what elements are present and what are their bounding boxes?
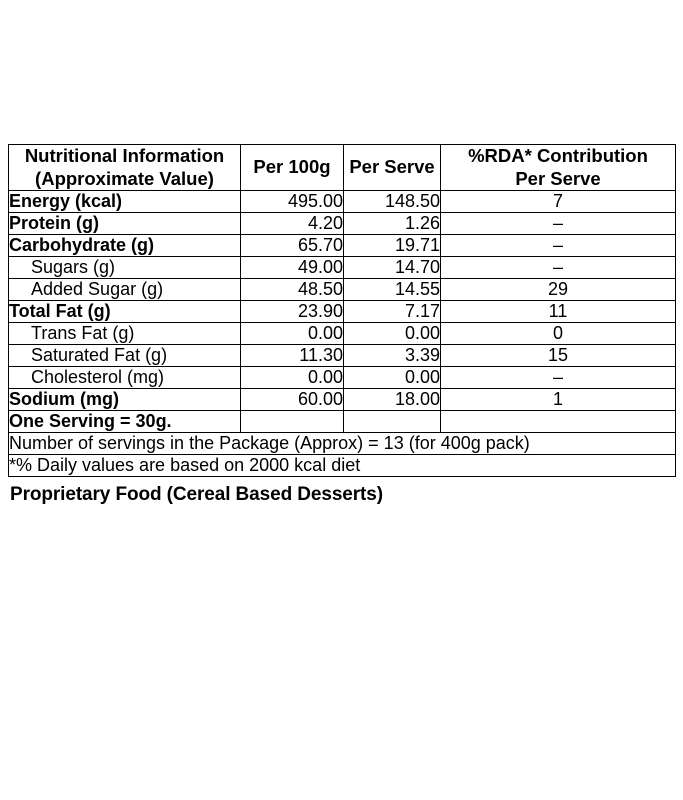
row-label: Saturated Fat (g) [9, 345, 241, 367]
row-rda: – [441, 235, 676, 257]
table-row [9, 279, 676, 301]
row-per-serve: 0.00 [344, 323, 441, 345]
serving-size-row [9, 411, 676, 433]
row-per-100g: 495.00 [241, 191, 344, 213]
table-row [9, 257, 676, 279]
row-per-serve: 14.70 [344, 257, 441, 279]
row-per-serve: 14.55 [344, 279, 441, 301]
table-row [9, 213, 676, 235]
row-per-100g: 23.90 [241, 301, 344, 323]
table-row [9, 235, 676, 257]
row-rda: 7 [441, 191, 676, 213]
row-label: Added Sugar (g) [9, 279, 241, 301]
row-label: Protein (g) [9, 213, 241, 235]
serving-size-blank-3 [441, 411, 676, 433]
serving-size-label: One Serving = 30g. [9, 411, 241, 433]
row-per-serve: 1.26 [344, 213, 441, 235]
row-per-100g: 4.20 [241, 213, 344, 235]
row-per-serve: 7.17 [344, 301, 441, 323]
table-header-row [9, 145, 676, 191]
row-per-serve: 19.71 [344, 235, 441, 257]
row-label: Sodium (mg) [9, 389, 241, 411]
table-row [9, 345, 676, 367]
header-cell-rda [441, 145, 676, 191]
row-label: Energy (kcal) [9, 191, 241, 213]
table-row [9, 301, 676, 323]
row-label: Total Fat (g) [9, 301, 241, 323]
row-rda: 29 [441, 279, 676, 301]
row-per-100g: 49.00 [241, 257, 344, 279]
row-per-100g: 48.50 [241, 279, 344, 301]
header-cell-per-100g: Per 100g [241, 145, 344, 191]
daily-value-note-row [9, 455, 676, 477]
row-per-serve: 148.50 [344, 191, 441, 213]
header-title-line2: (Approximate Value) [35, 167, 214, 189]
row-per-100g: 0.00 [241, 367, 344, 389]
header-rda-line2: Per Serve [515, 167, 601, 189]
header-cell-title [9, 145, 241, 191]
row-label: Cholesterol (mg) [9, 367, 241, 389]
header-rda-line1: %RDA* Contribution [468, 145, 648, 166]
serving-size-blank-1 [241, 411, 344, 433]
table-row [9, 323, 676, 345]
row-rda: 1 [441, 389, 676, 411]
row-rda: 11 [441, 301, 676, 323]
row-label: Sugars (g) [9, 257, 241, 279]
row-rda: – [441, 257, 676, 279]
row-rda: – [441, 367, 676, 389]
header-title-line1: Nutritional Information [24, 145, 225, 166]
row-label: Trans Fat (g) [9, 323, 241, 345]
row-rda: – [441, 213, 676, 235]
table-row [9, 191, 676, 213]
row-rda: 15 [441, 345, 676, 367]
row-per-100g: 60.00 [241, 389, 344, 411]
row-per-serve: 0.00 [344, 367, 441, 389]
nutrition-panel [8, 144, 675, 506]
row-per-100g: 0.00 [241, 323, 344, 345]
servings-per-package-row [9, 433, 676, 455]
header-cell-per-serve: Per Serve [344, 145, 441, 191]
row-per-100g: 11.30 [241, 345, 344, 367]
daily-value-note: *% Daily values are based on 2000 kcal diet [9, 455, 676, 477]
row-per-100g: 65.70 [241, 235, 344, 257]
row-per-serve: 3.39 [344, 345, 441, 367]
servings-per-package-note: Number of servings in the Package (Approx) = 13 (for 400g pack) [9, 433, 676, 455]
nutrition-table [8, 144, 676, 477]
row-label: Carbohydrate (g) [9, 235, 241, 257]
table-row [9, 389, 676, 411]
row-rda: 0 [441, 323, 676, 345]
table-row [9, 367, 676, 389]
product-category-note: Proprietary Food (Cereal Based Desserts) [10, 484, 383, 506]
serving-size-blank-2 [344, 411, 441, 433]
row-per-serve: 18.00 [344, 389, 441, 411]
